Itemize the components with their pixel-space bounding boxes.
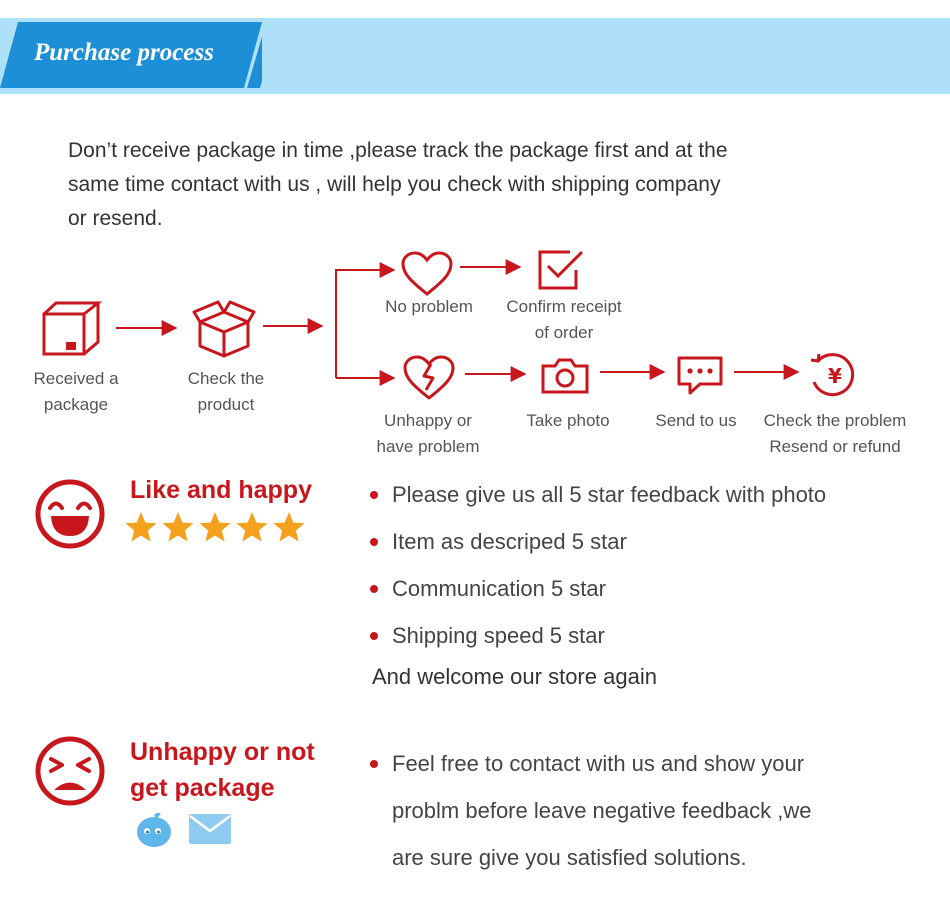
star-rating: [124, 511, 308, 545]
flow-label-confirm: Confirm receipt of order: [506, 297, 622, 342]
open-box-icon: [192, 298, 256, 360]
flow-label-unhappy: Unhappy or have problem: [376, 411, 480, 456]
star-icon: [237, 512, 268, 542]
star-icon: [200, 512, 231, 542]
intro-line: Don’t receive package in time ,please track the package first and at the: [68, 139, 728, 162]
happy-title: Like and happy: [130, 476, 312, 504]
flow-label-check: Check the product: [187, 369, 265, 414]
list-item: Feel free to contact with us and show your: [368, 740, 811, 787]
page-title: Purchase process: [34, 39, 214, 66]
flow-label-take-photo: Take photo: [526, 411, 610, 430]
heart-icon: [400, 250, 454, 298]
chat-bubble-icon[interactable]: [134, 811, 174, 849]
intro-line: same time contact with us , will help you check with shipping company: [68, 173, 721, 196]
list-item: are sure give you satisfied solutions.: [392, 845, 747, 870]
star-icon: [126, 512, 157, 542]
sad-face-icon: [34, 735, 106, 807]
package-icon: [40, 300, 102, 356]
svg-text:¥: ¥: [828, 364, 842, 388]
star-icon: [274, 512, 305, 542]
checkbox-icon: [536, 248, 586, 292]
flow-label-resolve: Check the problem Resend or refund: [763, 411, 907, 456]
list-item: Item as descriped 5 star: [368, 526, 826, 573]
list-item: Please give us all 5 star feedback with photo: [368, 479, 826, 526]
star-icon: [163, 512, 194, 542]
broken-heart-icon: [402, 354, 456, 402]
intro-line: or resend.: [68, 207, 163, 230]
chat-icon: [676, 355, 724, 397]
happy-bullet-list: [368, 479, 826, 667]
list-item: Shipping speed 5 star: [368, 620, 826, 667]
camera-icon: [540, 357, 590, 395]
flow-label-received: Received a package: [33, 369, 119, 414]
unhappy-title: Unhappy or not get package: [130, 738, 315, 802]
welcome-text: And welcome our store again: [372, 664, 657, 689]
list-item: Communication 5 star: [368, 573, 826, 620]
refund-yen-icon: [808, 352, 858, 398]
list-item: problm before leave negative feedback ,we: [392, 798, 812, 823]
mail-icon[interactable]: [188, 813, 232, 845]
happy-face-icon: [34, 478, 106, 550]
flow-label-no-problem: No problem: [385, 297, 473, 316]
flow-label-send: Send to us: [655, 411, 737, 430]
unhappy-bullet-list: [368, 740, 811, 881]
